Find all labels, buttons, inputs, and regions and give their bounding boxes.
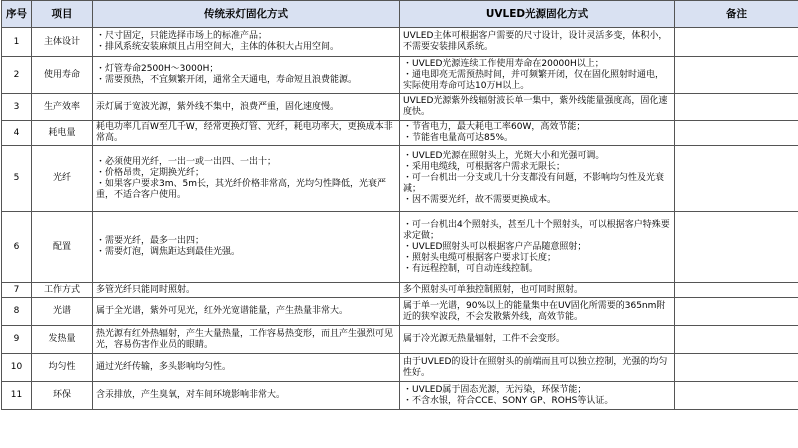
header-traditional: 传统汞灯固化方式	[93, 1, 400, 28]
row-uvled	[400, 326, 675, 354]
traditional-line: 热光源有红外热辐射，产生大量热量，工作容易热变形，而且产生强烈可见光，容易伤害作业员的眼睛。	[96, 328, 394, 350]
traditional-line: ・排风系统安装麻烦且占用空间大，主体的体积大占用空间。	[96, 42, 340, 52]
row-note	[675, 146, 798, 212]
traditional-line: ・价格昂贵，定期换光纤；	[96, 167, 205, 178]
table-row	[2, 94, 798, 121]
uvled-line: UVLED主体可根据客户需要的尺寸设计，设计灵活多变，体积小，不需要安装排风系统。	[403, 31, 668, 52]
row-traditional	[93, 57, 400, 94]
row-traditional	[93, 354, 400, 382]
uvled-line: ・可一台机出一分支或几十分支都没有问题，不影响均匀性及光衰减；	[403, 173, 665, 194]
row-uvled	[400, 354, 675, 382]
row-uvled	[400, 57, 675, 94]
comparison-table	[1, 0, 798, 410]
table-row	[2, 326, 798, 354]
row-number: 9	[2, 326, 32, 354]
row-note	[675, 28, 798, 57]
row-number: 1	[2, 28, 32, 57]
uvled-line: ・通电即亮无需预热时间，并可频繁开闭，仅在固化照射时通电，实际使用寿命可达10万H以上。	[403, 69, 665, 91]
row-note	[675, 212, 798, 283]
traditional-line: ・需要灯泡，调焦距达到最佳光强。	[96, 247, 241, 257]
uvled-line: 多个照射头可单独控制照射，也可同时照射。	[403, 284, 584, 295]
row-item: 工作方式	[32, 283, 93, 298]
row-number: 11	[2, 382, 32, 410]
table-row	[2, 354, 798, 382]
uvled-line: ・因不需要光纤，故不需要更换成本。	[403, 195, 557, 205]
uvled-line: ・照射头电缆可根据客户要求订长度；	[403, 252, 557, 263]
uvled-line: ・UVLED照射头可以根据客户产品随意照射；	[403, 241, 587, 252]
traditional-line: 属于全光谱，紫外可见光，红外光宽谱能量，产生热量非常大。	[96, 306, 349, 316]
traditional-line: ・灯管寿命2500H～3000H；	[96, 64, 219, 74]
header-uvled: UVLED光源固化方式	[400, 1, 675, 28]
row-uvled	[400, 298, 675, 326]
row-note	[675, 326, 798, 354]
table-row	[2, 298, 798, 326]
row-uvled	[400, 146, 675, 212]
row-number: 10	[2, 354, 32, 382]
row-number: 4	[2, 121, 32, 146]
row-item: 生产效率	[32, 94, 93, 121]
traditional-line: 汞灯属于宽波光源，紫外线不集中，浪费严重，固化速度慢。	[96, 101, 340, 112]
row-item: 环保	[32, 382, 93, 410]
uvled-line: ・UVLED属于固态光源，无污染，环保节能；	[403, 384, 587, 395]
row-traditional	[93, 146, 400, 212]
row-uvled	[400, 283, 675, 298]
uvled-line: UVLED光源紫外线辐射波长单一集中，紫外线能量强度高，固化速度快。	[403, 96, 668, 117]
row-uvled	[400, 94, 675, 121]
row-note	[675, 298, 798, 326]
row-note	[675, 57, 798, 94]
table-row	[2, 212, 798, 283]
traditional-line: ・如果客户要求3m、5m长，其光纤价格非常高，光均匀性降低，光衰严重，不适合客户使用。	[96, 178, 386, 200]
row-traditional	[93, 212, 400, 283]
row-item: 光纤	[32, 146, 93, 212]
row-note	[675, 382, 798, 410]
header-item: 项目	[32, 1, 93, 28]
uvled-line: ・不含水银，符合CCE、SONY GP、ROHS等认证。	[403, 395, 614, 406]
row-traditional	[93, 326, 400, 354]
header-note: 备注	[675, 1, 798, 28]
row-item: 耗电量	[32, 121, 93, 146]
traditional-line: ・需要预热，不宜频繁开闭，通常全天通电，寿命短且浪费能源。	[96, 75, 358, 85]
row-note	[675, 94, 798, 121]
table-row	[2, 57, 798, 94]
row-item: 均匀性	[32, 354, 93, 382]
traditional-line: 含汞排放，产生臭氧，对车间环境影响非常大。	[96, 390, 286, 400]
row-traditional	[93, 382, 400, 410]
row-note	[675, 121, 798, 146]
row-item: 使用寿命	[32, 57, 93, 94]
uvled-line: ・节省电力，最大耗电工率60W，高效节能；	[403, 122, 586, 132]
row-uvled	[400, 28, 675, 57]
row-traditional	[93, 121, 400, 146]
table-row	[2, 146, 798, 212]
table-row	[2, 28, 798, 57]
row-item: 光谱	[32, 298, 93, 326]
traditional-line: ・必须使用光纤，一出一或一出四、一出十；	[96, 156, 277, 167]
header-num: 序号	[2, 1, 32, 28]
row-number: 8	[2, 298, 32, 326]
row-item: 配置	[32, 212, 93, 283]
row-item: 主体设计	[32, 28, 93, 57]
row-uvled	[400, 382, 675, 410]
row-note	[675, 283, 798, 298]
row-traditional	[93, 298, 400, 326]
row-traditional	[93, 28, 400, 57]
traditional-line: ・需要光纤，最多一出四；	[96, 236, 205, 246]
table-row	[2, 382, 798, 410]
traditional-line: 通过光纤传输，多头影响均匀性。	[96, 362, 232, 372]
table-header-row	[2, 1, 798, 28]
table-row	[2, 283, 798, 298]
row-number: 5	[2, 146, 32, 212]
uvled-line: ・采用电缆线，可根据客户需求无限长；	[403, 162, 566, 172]
uvled-line: ・可一台机出4个照射头，甚至几十个照射头，可以根据客户特殊要求定做；	[403, 219, 670, 241]
uvled-line: 属于冷光源无热量辐射，工件不会变形。	[403, 334, 566, 344]
uvled-line: ・UVLED光源在照射头上，光斑大小和光强可调。	[403, 151, 605, 161]
row-number: 7	[2, 283, 32, 298]
traditional-line: 耗电功率几百W至几千W，经常更换灯管、光纤，耗电功率大，更换成本非常高。	[96, 122, 393, 143]
uvled-line: ・节能省电量高可达85%。	[403, 133, 514, 143]
row-uvled	[400, 212, 675, 283]
uvled-line: 属于单一光谱，90%以上的能量集中在UV固化所需要的365nm附近的狭窄波段，不会发散紫外线，高效节能。	[403, 300, 666, 322]
row-traditional	[93, 94, 400, 121]
table-body	[2, 28, 798, 410]
row-number: 2	[2, 57, 32, 94]
uvled-line: ・UVLED光源连续工作使用寿命在20000H以上；	[403, 58, 604, 69]
row-number: 3	[2, 94, 32, 121]
row-traditional	[93, 283, 400, 298]
row-note	[675, 354, 798, 382]
uvled-line: ・有远程控制，可自动连线控制。	[403, 263, 539, 274]
uvled-line: 由于UVLED的设计在照射头的前端而且可以独立控制，光强的均匀性好。	[403, 356, 668, 378]
row-item: 发热量	[32, 326, 93, 354]
traditional-line: ・尺寸固定，只能选择市场上的标准产品；	[96, 31, 268, 41]
traditional-line: 多管光纤只能同时照射。	[96, 284, 196, 295]
row-number: 6	[2, 212, 32, 283]
row-uvled	[400, 121, 675, 146]
table-row	[2, 121, 798, 146]
